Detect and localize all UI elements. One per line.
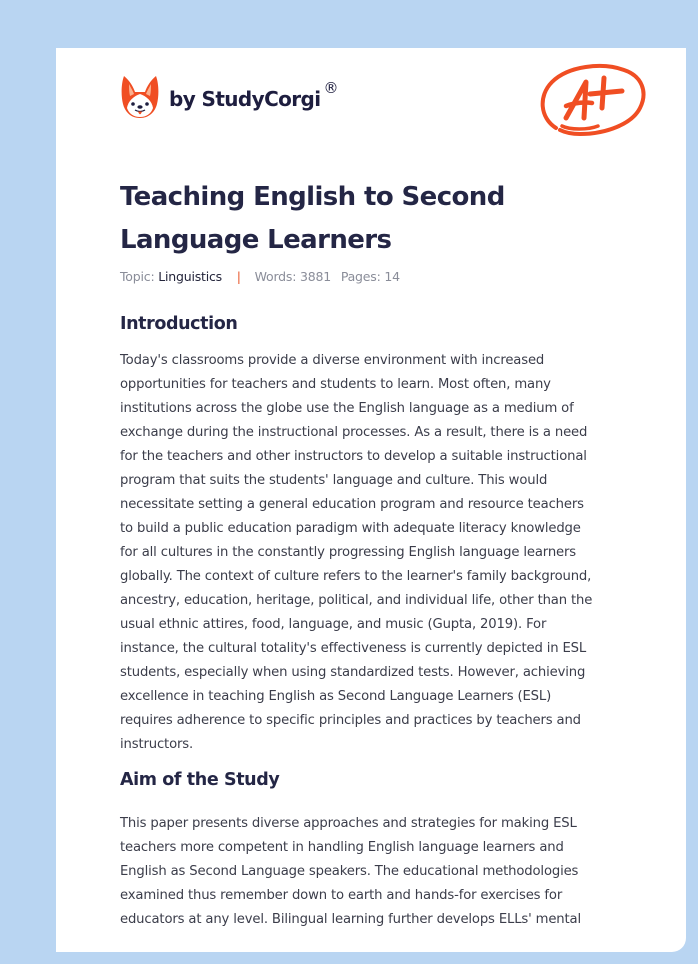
- a-plus-grade-icon: [536, 129, 648, 146]
- text-line: program that suits the students' language and culture. This would: [120, 473, 548, 488]
- topic-value[interactable]: Linguistics: [158, 269, 222, 284]
- text-line: students, especially when using standardized tests. However, achieving: [120, 665, 586, 680]
- text-line: ancestry, education, heritage, political, and individual life, other than the: [120, 593, 593, 608]
- text-line: examined thus remember down to earth and hands-for exercises for: [120, 888, 563, 903]
- text-line: exchange during the instructional processes. As a result, there is a need: [120, 425, 588, 440]
- corgi-head-icon: [120, 74, 160, 120]
- text-line: globally. The context of culture refers to the learner's family background,: [120, 569, 592, 584]
- document-title: Teaching English to Second Language Learners: [120, 182, 505, 255]
- text-line: to build a public education paradigm with adequate literacy knowledge: [120, 521, 581, 536]
- section-heading-aim-of-the-study: Aim of the Study: [120, 770, 280, 790]
- text-line: opportunities for teachers and students to learn. Most often, many: [120, 377, 551, 392]
- text-line: Today's classrooms provide a diverse environment with increased: [120, 353, 545, 368]
- text-line: for all cultures in the constantly progressing English language learners: [120, 545, 576, 560]
- words-value: 3881: [300, 269, 332, 284]
- text-line: requires adherence to specific principles and practices by teachers and: [120, 713, 581, 728]
- document-card: [56, 48, 686, 952]
- introduction-paragraph: [120, 349, 642, 757]
- text-line: instructors.: [120, 737, 194, 752]
- text-line: English as Second Language speakers. The educational methodologies: [120, 864, 579, 879]
- text-line: necessitate setting a general education program and resource teachers: [120, 497, 584, 512]
- registered-mark: ®: [323, 79, 339, 97]
- words-label: Words:: [254, 269, 297, 284]
- document-body: [120, 306, 642, 932]
- pages-value: 14: [384, 269, 400, 284]
- topic-label: Topic:: [120, 269, 155, 284]
- text-line: This paper presents diverse approaches and strategies for making ESL: [120, 816, 577, 831]
- brand-name: by StudyCorgi: [169, 87, 321, 111]
- meta-separator: |: [236, 269, 241, 284]
- text-line: excellence in teaching English as Second Language Learners (ESL): [120, 689, 552, 704]
- a-plus-grade-badge: [536, 58, 648, 147]
- studycorgi-logo[interactable]: [120, 74, 339, 120]
- text-line: educators at any level. Bilingual learning further develops ELLs' mental: [120, 912, 581, 927]
- text-line: instance, the cultural totality's effectiveness is currently depicted in ESL: [120, 641, 587, 656]
- document-meta: [120, 269, 400, 284]
- text-line: for the teachers and other instructors to develop a suitable instructional: [120, 449, 587, 464]
- section-heading-introduction: Introduction: [120, 314, 238, 334]
- text-line: institutions across the globe use the English language as a medium of: [120, 401, 574, 416]
- aim-paragraph: [120, 812, 642, 932]
- pages-label: Pages:: [340, 269, 381, 284]
- text-line: usual ethnic attires, food, language, and music (Gupta, 2019). For: [120, 617, 547, 632]
- text-line: teachers more competent in handling English language learners and: [120, 840, 564, 855]
